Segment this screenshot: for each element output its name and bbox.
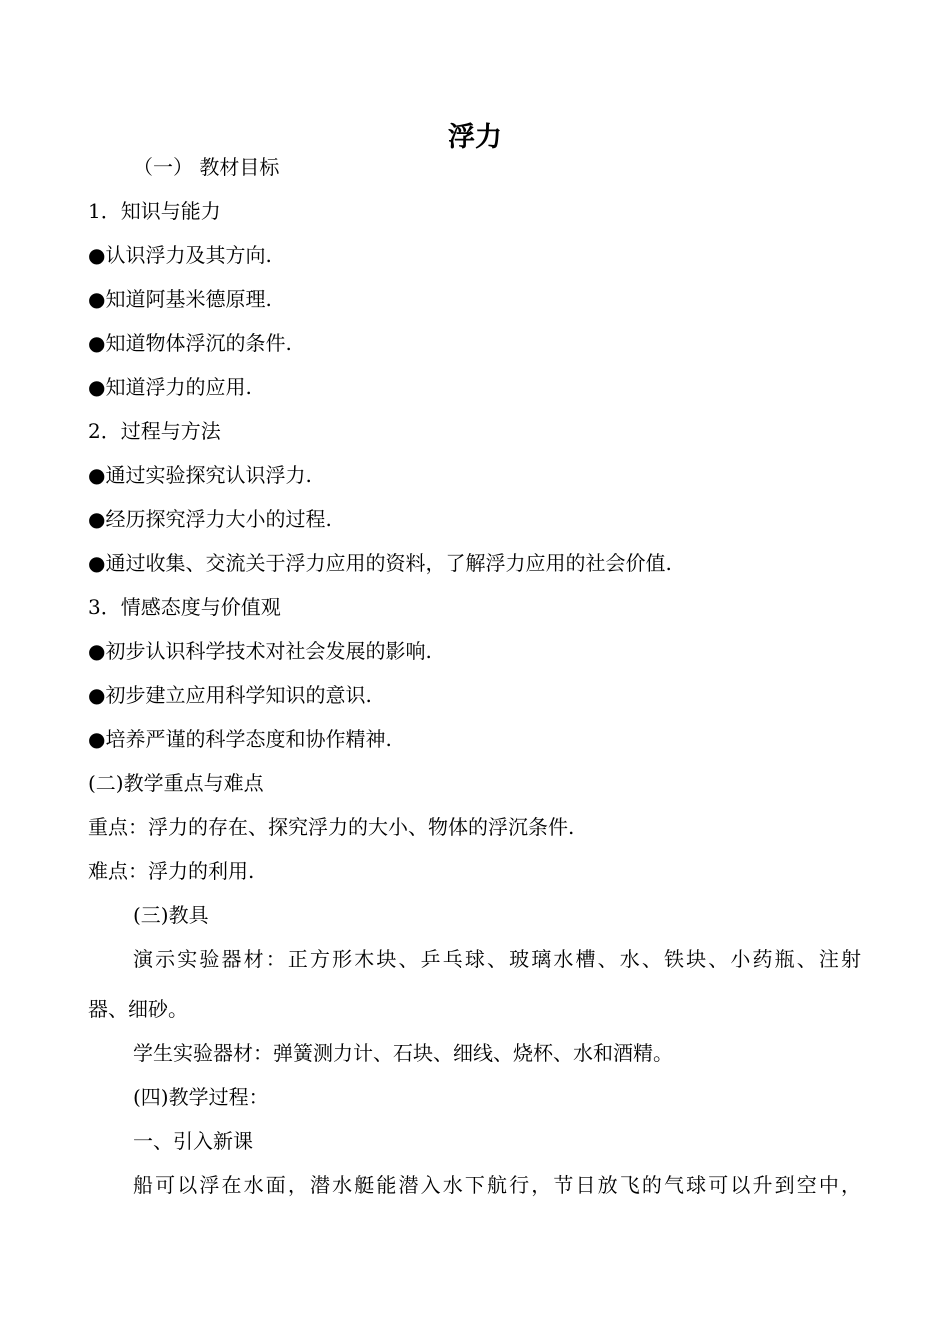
intro-paragraph-text: 船可以浮在水面，潜水艇能潜入水下航行，节日放飞的气球可以升到空中， [133,1173,861,1197]
document-title: 浮力 [448,122,502,153]
student-equipment-text: 学生实验器材：弹簧测力计、石块、细线、烧杯、水和酒精。 [133,1041,673,1065]
bullet-item: ●初步认识科学技术对社会发展的影响. [88,639,432,663]
subheading-process: 2．过程与方法 [88,419,221,443]
key-point-text: 重点：浮力的存在、探究浮力的大小、物体的浮沉条件. [88,815,575,839]
section-heading-teaching-aids: (三)教具 [133,903,209,927]
bullet-item: ●培养严谨的科学态度和协作精神. [88,727,392,751]
bullet-item: ●通过实验探究认识浮力. [88,463,312,487]
bullet-item: ●通过收集、交流关于浮力应用的资料，了解浮力应用的社会价值. [88,551,672,575]
demo-equipment-continued: 器、细砂。 [88,997,188,1021]
bullet-item: ●经历探究浮力大小的过程. [88,507,332,531]
bullet-item: ●知道物体浮沉的条件. [88,331,292,355]
bullet-item: ●初步建立应用科学知识的意识. [88,683,372,707]
section-heading-key-points: (二)教学重点与难点 [88,771,264,795]
bullet-item: ●知道阿基米德原理. [88,287,272,311]
subheading-intro: 一、引入新课 [133,1129,253,1153]
subheading-knowledge: 1．知识与能力 [88,199,221,223]
bullet-item: ●知道浮力的应用. [88,375,252,399]
section-heading-objectives: （一） 教材目标 [133,155,280,179]
demo-equipment-text: 演示实验器材：正方形木块、乒乓球、玻璃水槽、水、铁块、小药瓶、注射 [133,947,861,971]
section-heading-process: (四)教学过程： [133,1085,269,1109]
difficulty-text: 难点：浮力的利用. [88,859,255,883]
subheading-values: 3．情感态度与价值观 [88,595,281,619]
bullet-item: ●认识浮力及其方向. [88,243,272,267]
